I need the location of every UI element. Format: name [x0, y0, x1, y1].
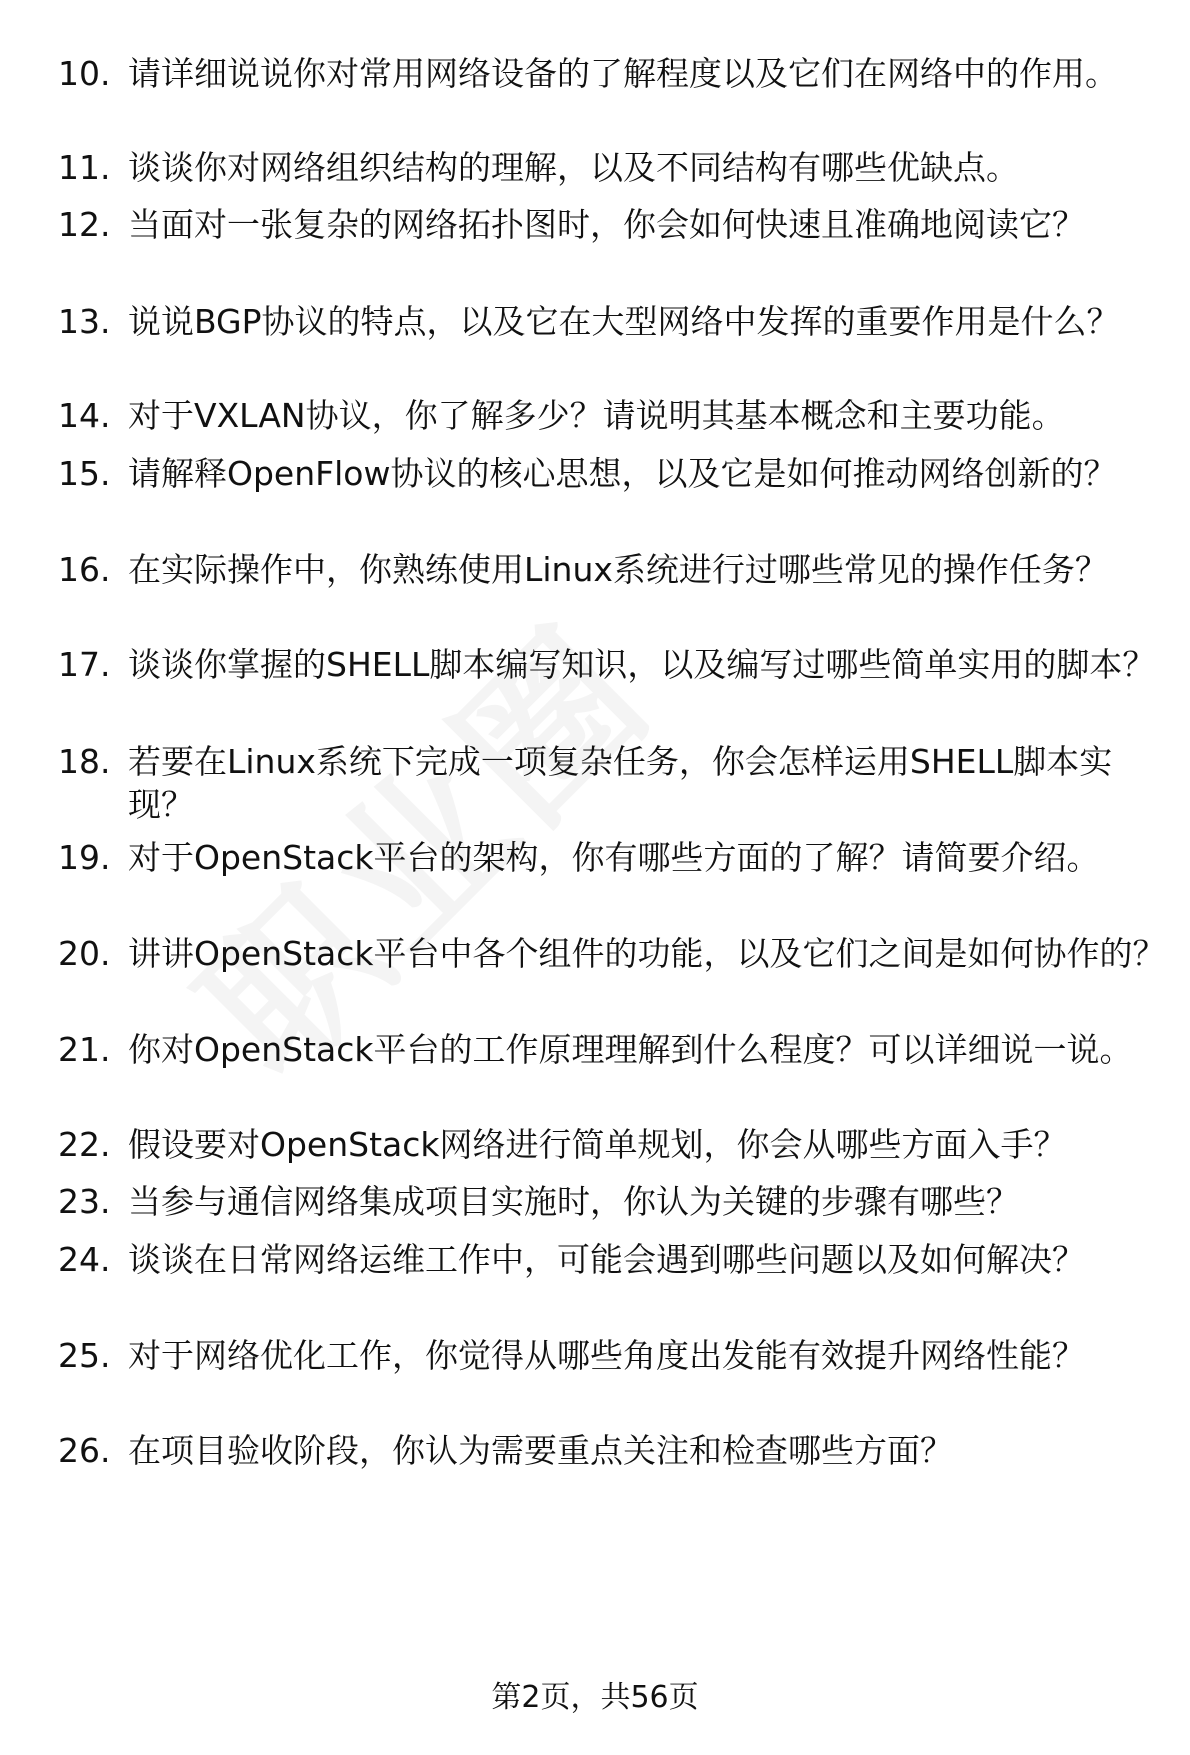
question-number: 21. — [58, 1030, 111, 1069]
page-footer — [0, 1678, 1190, 1718]
question-number: 26. — [58, 1431, 111, 1470]
question-text: 讲讲OpenStack平台中各个组件的功能，以及它们之间是如何协作的？ — [128, 934, 1166, 973]
page-number-label: 第2页，共56页 — [491, 1680, 699, 1715]
question-text: 当面对一张复杂的网络拓扑图时，你会如何快速且准确地阅读它？ — [128, 205, 1085, 244]
question-number: 23. — [58, 1182, 111, 1221]
question-text: 若要在Linux系统下完成一项复杂任务，你会怎样运用SHELL脚本实现？ — [128, 742, 1113, 824]
question-text: 谈谈你对网络组织结构的理解，以及不同结构有哪些优缺点。 — [128, 148, 1019, 187]
question-text: 请解释OpenFlow协议的核心思想，以及它是如何推动网络创新的？ — [128, 454, 1117, 493]
question-text: 谈谈你掌握的SHELL脚本编写知识，以及编写过哪些简单实用的脚本？ — [128, 645, 1156, 684]
question-number: 12. — [58, 205, 111, 244]
question-text: 说说BGP协议的特点，以及它在大型网络中发挥的重要作用是什么？ — [128, 302, 1120, 341]
question-number: 13. — [58, 302, 111, 341]
question-number: 14. — [58, 396, 111, 435]
question-number: 20. — [58, 934, 111, 973]
question-text: 谈谈在日常网络运维工作中，可能会遇到哪些问题以及如何解决？ — [128, 1240, 1085, 1279]
question-number: 16. — [58, 550, 111, 589]
question-text: 假设要对OpenStack网络进行简单规划，你会从哪些方面入手？ — [128, 1125, 1067, 1164]
question-text: 对于网络优化工作，你觉得从哪些角度出发能有效提升网络性能？ — [128, 1336, 1085, 1375]
question-number: 18. — [58, 742, 111, 781]
question-number: 17. — [58, 645, 111, 684]
question-number: 22. — [58, 1125, 111, 1164]
question-text: 在项目验收阶段，你认为需要重点关注和检查哪些方面？ — [128, 1431, 953, 1470]
question-number: 24. — [58, 1240, 111, 1279]
question-number: 11. — [58, 148, 111, 187]
question-number: 25. — [58, 1336, 111, 1375]
question-number: 10. — [58, 54, 111, 93]
question-text: 你对OpenStack平台的工作原理理解到什么程度？可以详细说一说。 — [128, 1030, 1133, 1069]
question-number: 19. — [58, 838, 111, 877]
question-text: 在实际操作中，你熟练使用Linux系统进行过哪些常见的操作任务？ — [128, 550, 1108, 589]
question-text: 当参与通信网络集成项目实施时，你认为关键的步骤有哪些？ — [128, 1182, 1019, 1221]
question-number: 15. — [58, 454, 111, 493]
question-text: 对于VXLAN协议，你了解多少？请说明其基本概念和主要功能。 — [128, 396, 1065, 435]
question-text: 对于OpenStack平台的架构，你有哪些方面的了解？请简要介绍。 — [128, 838, 1100, 877]
question-text: 请详细说说你对常用网络设备的了解程度以及它们在网络中的作用。 — [128, 54, 1118, 93]
